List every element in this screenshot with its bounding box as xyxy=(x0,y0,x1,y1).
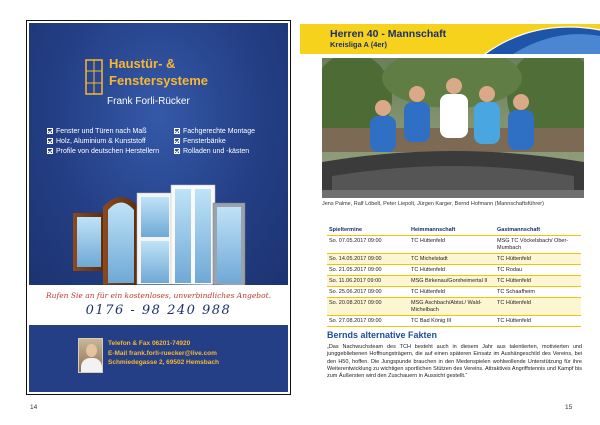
ad-header-area xyxy=(29,23,288,285)
match-date: So. 11.06.2017 09:00 xyxy=(327,276,409,287)
feature-item: Profile von deutschen Herstellern xyxy=(47,147,159,157)
home-team: TC Bad König III xyxy=(409,316,495,327)
feature-item: Fachgerechte Montage xyxy=(174,127,255,137)
feature-item: Rolladen und -kästen xyxy=(174,147,255,157)
table-row xyxy=(327,254,581,265)
table-row xyxy=(327,287,581,298)
checkbox-icon xyxy=(174,128,180,134)
match-date: So. 14.05.2017 09:00 xyxy=(327,254,409,265)
photo-caption: Jens Palme, Ralf Löbelt, Peter Liepolt, Jürgen Karger, Bernd Hofmann (Mannschaftsführer) xyxy=(322,201,544,207)
checkbox-icon xyxy=(174,138,180,144)
ad-title xyxy=(109,55,208,89)
owner-photo xyxy=(78,338,103,373)
window-company-advertisement xyxy=(29,23,288,392)
window-logo-icon xyxy=(85,59,103,95)
checkbox-icon xyxy=(47,138,53,144)
schedule-table xyxy=(327,225,581,327)
table-row xyxy=(327,236,581,254)
facts-paragraph: „Das Nachwuchsteam des TCH besteht auch in diesem Jahr aus talentierten, motivierten und junggebliebenen Hoffnungsträgern, die auf einen späteren Einsatz im Aushängeschild des Vereins, bei den H50, hoffen. Die Jungspunde brauchen in den Medenspielen wohlwollende Unterstützung für ihre Weiterentwicklung zu wichtigen sportlichen Stützen des Vereins. Attraktives Angriffstennis und Kampf bis zum Äußersten wird den Zuschauern in Aussicht gestellt.“ xyxy=(327,344,582,380)
feature-item: Holz, Aluminium & Kunststoff xyxy=(47,137,159,147)
team-photo xyxy=(322,58,584,198)
tennis-swoosh-graphic xyxy=(465,24,600,54)
guest-team: MSG TC Vöckelsbach/ Ober-Mumbach xyxy=(495,236,581,254)
guest-team: TC Hüttenfeld xyxy=(495,276,581,287)
match-date: So. 20.08.2017 09:00 xyxy=(327,298,409,316)
contact-email: E-Mail frank.forli-ruecker@live.com xyxy=(108,349,217,357)
windows-doors-illustration xyxy=(69,183,249,287)
match-date: So. 27.08.2017 09:00 xyxy=(327,316,409,327)
guest-team: TC Hüttenfeld xyxy=(495,298,581,316)
table-header-row xyxy=(327,225,581,236)
guest-team: TC Hüttenfeld xyxy=(495,316,581,327)
guest-team: TC Schaafheim xyxy=(495,287,581,298)
page-number-left: 14 xyxy=(30,404,38,411)
photo-torso-shape xyxy=(81,358,102,373)
table-row xyxy=(327,276,581,287)
match-date: So. 21.05.2017 09:00 xyxy=(327,265,409,276)
home-team: TC Hüttenfeld xyxy=(409,287,495,298)
home-team: TC Michelstadt xyxy=(409,254,495,265)
checkbox-icon xyxy=(47,128,53,134)
team-title: Herren 40 - Mannschaft xyxy=(330,28,447,40)
match-date: So. 25.06.2017 09:00 xyxy=(327,287,409,298)
column-header: Heimmannschaft xyxy=(409,225,495,236)
checkbox-icon xyxy=(47,148,53,154)
table-row xyxy=(327,298,581,316)
home-team: TC Hüttenfeld xyxy=(409,236,495,254)
home-team: MSG Aschbach/Abtst./ Wald-Michelbach xyxy=(409,298,495,316)
photo-head-shape xyxy=(86,344,97,357)
ad-title-line1: Haustür- & xyxy=(109,56,176,71)
table-row xyxy=(327,316,581,327)
feature-item: Fenster und Türen nach Maß xyxy=(47,127,159,137)
feature-list-left xyxy=(47,127,159,157)
match-date: So. 07.05.2017 09:00 xyxy=(327,236,409,254)
ad-slogan: Rufen Sie an für ein kostenloses, unverbindliches Angebot. xyxy=(45,291,272,300)
ad-title-line2: Fenstersysteme xyxy=(109,73,208,88)
checkbox-icon xyxy=(174,148,180,154)
facts-heading: Bernds alternative Fakten xyxy=(327,330,438,340)
column-header: Gastmannschaft xyxy=(495,225,581,236)
ad-contact-area xyxy=(29,325,288,392)
page-number-right: 15 xyxy=(565,404,573,411)
ad-owner-name: Frank Forli-Rücker xyxy=(107,96,190,107)
contact-phone-fax: Telefon & Fax 06201-74920 xyxy=(108,340,191,347)
ad-call-to-action xyxy=(29,285,288,325)
home-team: MSG Birkenau/Gorxheimertal II xyxy=(409,276,495,287)
column-header: Spieltermine xyxy=(327,225,409,236)
ad-contact-details xyxy=(108,339,219,368)
home-team: TC Hüttenfeld xyxy=(409,265,495,276)
table-row xyxy=(327,265,581,276)
guest-team: TC Hüttenfeld xyxy=(495,254,581,265)
guest-team: TC Rodau xyxy=(495,265,581,276)
feature-item: Fensterbänke xyxy=(174,137,255,147)
contact-address: Schmiedegasse 2, 69502 Hemsbach xyxy=(108,359,219,366)
ad-phone-number: 0176 - 98 240 988 xyxy=(85,303,232,318)
league-name: Kreisliga A (4er) xyxy=(330,40,387,49)
feature-list-right xyxy=(174,127,255,157)
